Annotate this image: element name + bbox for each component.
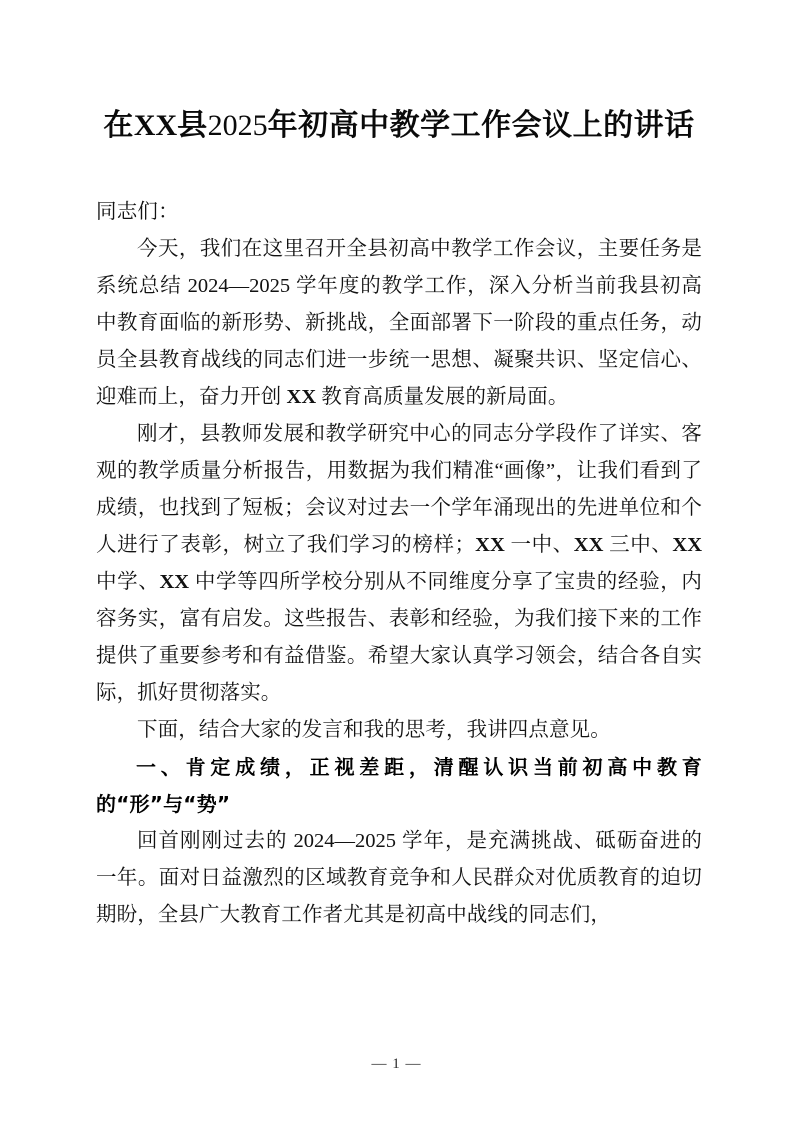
page-title: 在XX县2025年初高中教学工作会议上的讲话 xyxy=(103,109,695,142)
paragraph-intro-purpose: 今天，我们在这里召开全县初高中教学工作会议，主要任务是系统总结 2024—2025 学年度的教学工作，深入分析当前我县初高中教育面临的新形势、新挑战，全面部署下一阶段的重点任务，动员全县教育战线的同志们进一步统一思想、凝聚共识、坚定信心、迎难而上，奋力开创 XX 教育高质量发展的新局面。 xyxy=(96,238,702,408)
paragraph-section-one-1: 回首刚刚过去的 2024—2025 学年，是充满挑战、砥砺奋进的一年。面对日益激烈的区域教育竞争和人民群众对优质教育的迫切期盼，全县广大教育工作者尤其是初高中战线的同志们， xyxy=(96,830,703,926)
salutation xyxy=(96,148,702,231)
page-number-footer: — 1 — xyxy=(371,1056,422,1072)
paragraph-review-reports: 刚才，县教师发展和教学研究中心的同志分学段作了详实、客观的教学质量分析报告，用数据为我们精准“画像”，让我们看到了成绩，也找到了短板；会议对过去一个学年涌现出的先进单位和个人进行了表彰，树立了我们学习的榜样；XX 一中、XX 三中、XX 中学、XX 中学等四所学校分别从不同维度分享了宝贵的经验，内容务实，富有启发。这些报告、表彰和经验，为我们接下来的工作提供了重要参考和有益借鉴。希望大家认真学习领会，结合各自实际，抓好贯彻落实。 xyxy=(96,423,702,704)
section-heading-one: 一、肯定成绩，正视差距，清醒认识当前初高中教育的“形”与“势” xyxy=(96,755,702,816)
document-content xyxy=(96,0,702,934)
paragraph-four-points-lead: 下面，结合大家的发言和我的思考，我讲四点意见。 xyxy=(137,719,611,741)
salutation-text: 同志们： xyxy=(96,201,179,223)
